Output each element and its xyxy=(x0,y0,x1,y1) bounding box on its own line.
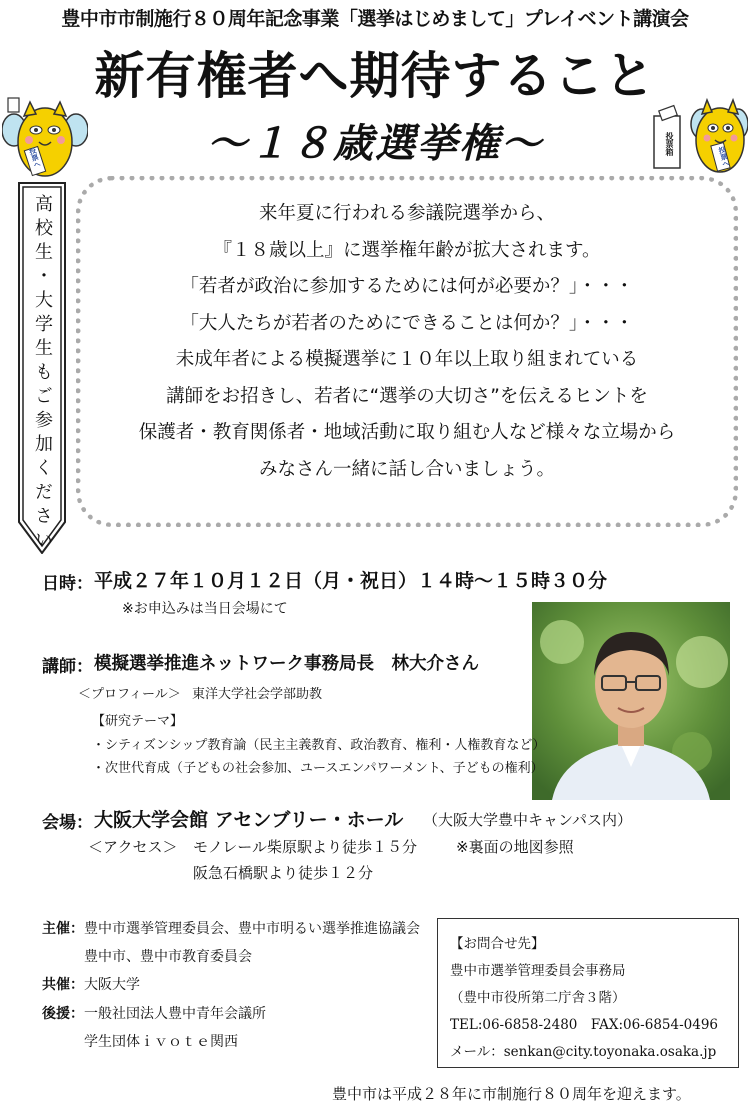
mascot-left-sash-text: 投票へ xyxy=(27,146,42,169)
contact-office: 豊中市選挙管理委員会事務局 xyxy=(450,963,626,979)
support-label: 後援： xyxy=(42,1006,84,1022)
research-theme-item: ・次世代育成（子どもの社会参加、ユースエンパワーメント、子どもの権利） xyxy=(92,761,544,776)
organizer-label: 主催： xyxy=(42,921,84,937)
cosponsor-value: 大阪大学 xyxy=(84,977,140,993)
lecturer-photo xyxy=(532,602,730,800)
main-title: 新有権者へ期待すること xyxy=(94,47,656,105)
intro-line: 「大人たちが若者のためにできることは何か？」・・・ xyxy=(180,312,634,334)
map-note: ※裏面の地図参照 xyxy=(456,838,574,856)
ballot-box-label: 投票箱 xyxy=(665,132,674,156)
profile-value: 東洋大学社会学部助教 xyxy=(192,687,323,702)
event-series-line: 豊中市市制施行８０周年記念事業「選挙はじめまして」プレイベント講演会 xyxy=(61,8,689,30)
mascot-right-illustration xyxy=(652,94,748,180)
access-line-monorail: モノレール柴原駅より徒歩１５分 xyxy=(193,838,417,856)
support-line: 学生団体ｉｖｏｔｅ関西 xyxy=(84,1034,238,1050)
support-line: 一般社団法人豊中青年会議所 xyxy=(84,1006,266,1022)
intro-line: 未成年者による模擬選挙に１０年以上取り組まれている xyxy=(175,349,639,370)
contact-location: （豊中市役所第二庁舎３階） xyxy=(450,990,626,1006)
intro-line: 講師をお招きし、若者に“選挙の大切さ”を伝えるヒントを xyxy=(166,385,648,407)
lecturer-label: 講師： xyxy=(42,657,93,677)
intro-text xyxy=(76,196,738,488)
datetime-value: 平成２７年１０月１２日（月・祝日）１４時～１５時３０分 xyxy=(94,570,608,592)
contact-heading: 【お問合せ先】 xyxy=(450,936,545,952)
mascot-right-sash-text: 投票へ xyxy=(717,145,731,168)
vertical-banner xyxy=(18,182,66,554)
contact-phone: TEL:06-6858-2480 FAX:06-6854-0496 xyxy=(450,1017,719,1033)
contact-box xyxy=(437,918,739,1068)
intro-line: 保護者・教育関係者・地域活動に取り組む人など様々な立場から xyxy=(138,422,676,443)
access-line-hankyu: 阪急石橋駅より徒歩１２分 xyxy=(193,864,374,882)
intro-line: 来年夏に行われる参議院選挙から、 xyxy=(258,203,555,224)
registration-note: ※お申込みは当日会場にて xyxy=(122,601,288,617)
venue-label: 会場： xyxy=(42,813,93,833)
research-themes-label: 【研究テーマ】 xyxy=(92,714,184,729)
profile-label: ＜プロフィール＞ xyxy=(78,687,181,702)
lecturer-value: 模擬選挙推進ネットワーク事務局長 林大介さん xyxy=(94,654,479,674)
access-label: ＜アクセス＞ xyxy=(88,838,178,856)
datetime-label: 日時： xyxy=(42,574,93,594)
mascot-left-illustration xyxy=(2,96,88,180)
venue-sub: （大阪大学豊中キャンパス内） xyxy=(423,811,632,829)
contact-email[interactable]: メール：senkan@city.toyonaka.osaka.jp xyxy=(450,1044,717,1060)
intro-line: みなさん一緒に話し合いましょう。 xyxy=(258,458,555,480)
subtitle: ～１８歳選挙権～ xyxy=(207,121,543,167)
research-theme-item: ・シティズンシップ教育論（民主主義教育、政治教育、権利・人権教育など） xyxy=(92,738,546,753)
intro-line: 「若者が政治に参加するためには何が必要か？」・・・ xyxy=(180,276,634,297)
organizer-line: 豊中市選挙管理委員会、豊中市明るい選挙推進協議会 xyxy=(84,921,420,937)
venue-value: 大阪大学会館 アセンブリー・ホール xyxy=(94,809,404,831)
banner-text: 高校生・大学生もご参加ください xyxy=(32,194,53,554)
organizer-line: 豊中市、豊中市教育委員会 xyxy=(84,949,252,965)
intro-line: 『１８歳以上』に選挙権年齢が拡大されます。 xyxy=(213,239,601,261)
cosponsor-label: 共催： xyxy=(42,977,84,993)
footer-note: 豊中市は平成２８年に市制施行８０周年を迎えます。 xyxy=(332,1085,691,1103)
